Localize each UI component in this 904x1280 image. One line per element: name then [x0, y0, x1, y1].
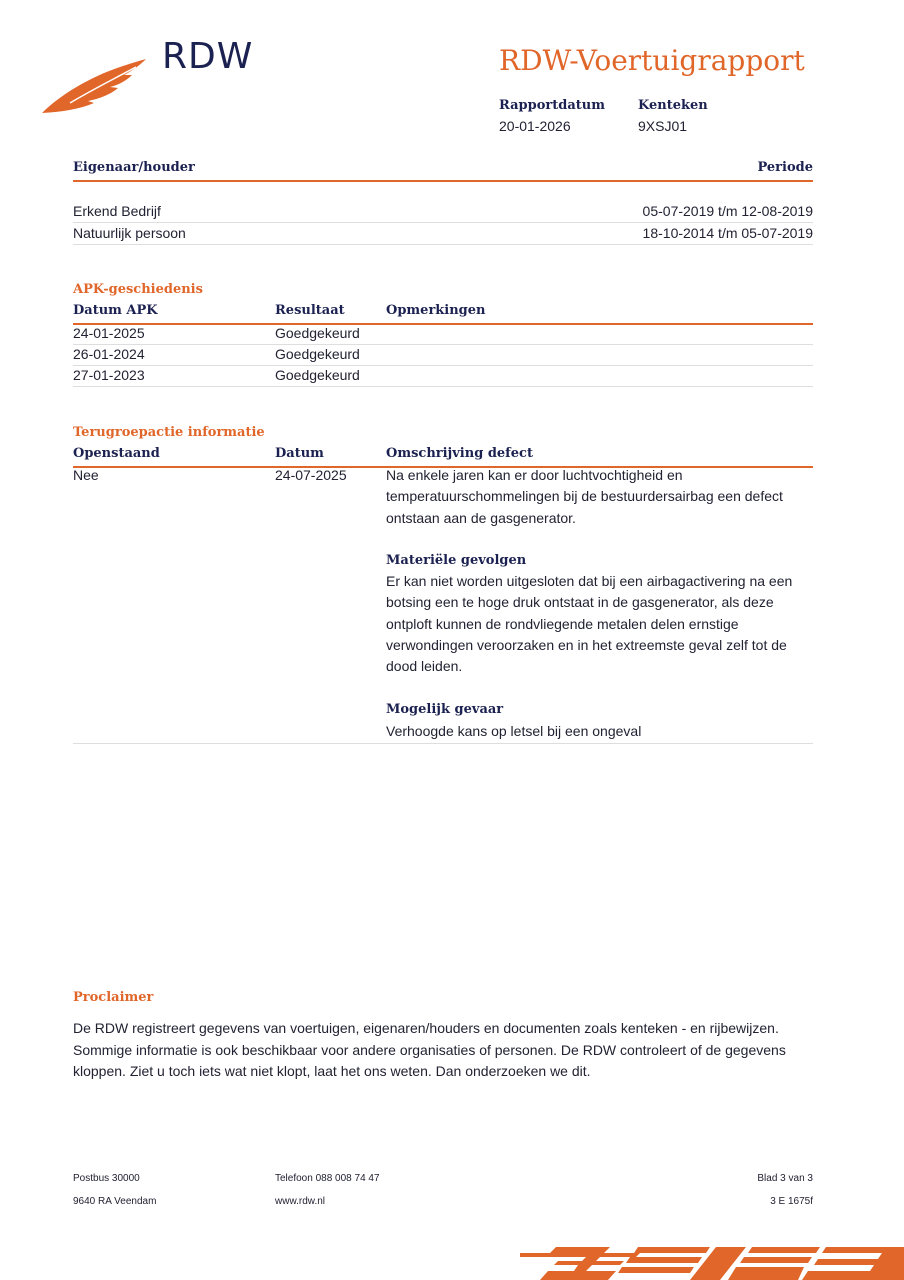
apk-col-date: Datum APK [73, 303, 158, 318]
recall-description: Na enkele jaren kan er door luchtvochtigheid en temperatuurschommelingen bij de bestuurdersairbag een defect ontstaan aan de gasgenerator. [386, 467, 783, 526]
proclaimer-title: Proclaimer [73, 990, 154, 1005]
owners-col-period: Periode [757, 160, 813, 175]
plate-value: 9XSJ01 [638, 118, 688, 134]
owner-period: 05-07-2019 t/m 12-08-2019 [642, 203, 813, 219]
apk-row [73, 365, 813, 387]
report-date-value: 20-01-2026 [499, 118, 571, 134]
recall-col-open: Openstaand [73, 446, 160, 461]
apk-col-remarks: Opmerkingen [386, 303, 486, 318]
footer-postbus: Postbus 30000 [73, 1173, 140, 1184]
proclaimer-text: De RDW registreert gegevens van voertuigen, eigenaren/houders en documenten zoals kenteken - en rijbewijzen. Sommige informatie is ook beschikbaar voor andere organisaties of personen. De RDW controleert of de gegevens kloppen. Ziet u toch iets wat niet klopt, laat het ons weten. Dan onderzoeken we dit. [73, 1020, 786, 1079]
consequences-label: Materiële gevolgen [386, 553, 527, 568]
recall-row-divider [73, 743, 813, 744]
apk-result: Goedgekeurd [275, 325, 360, 341]
footer-city: 9640 RA Veendam [73, 1196, 157, 1207]
apk-header [73, 303, 813, 325]
owners-header [73, 160, 813, 182]
apk-row [73, 344, 813, 366]
footer-phone: Telefoon 088 008 74 47 [275, 1173, 380, 1184]
recall-col-date: Datum [275, 446, 324, 461]
apk-date: 27-01-2023 [73, 367, 145, 383]
apk-date: 24-01-2025 [73, 325, 145, 341]
owners-col-owner: Eigenaar/houder [73, 160, 195, 175]
apk-date: 26-01-2024 [73, 346, 145, 362]
plate-label: Kenteken [638, 98, 708, 113]
footer-code: 3 E 1675f [770, 1196, 813, 1207]
apk-row [73, 323, 813, 345]
apk-result: Goedgekeurd [275, 367, 360, 383]
brand-name: RDW [162, 36, 254, 77]
rdw-wing-logo-icon [40, 55, 150, 117]
report-date-label: Rapportdatum [499, 98, 605, 113]
apk-result: Goedgekeurd [275, 346, 360, 362]
footer-website[interactable]: www.rdw.nl [275, 1196, 326, 1207]
report-title: RDW-Voertuigrapport [499, 44, 805, 77]
recall-title: Terugroepactie informatie [73, 425, 265, 440]
apk-title: APK-geschiedenis [73, 282, 203, 297]
owner-name: Erkend Bedrijf [73, 203, 161, 219]
owner-period: 18-10-2014 t/m 05-07-2019 [642, 225, 813, 241]
consequences-text: Er kan niet worden uitgesloten dat bij een airbagactivering na een botsing een te hoge druk ontstaat in de gasgenerator, als deze ontploft kunnen de rondvliegende metalen delen ernstige verwondingen veroorzaken en in het extreemste geval zelf tot de dood leiden. [386, 573, 793, 675]
owner-name: Natuurlijk persoon [73, 225, 186, 241]
recall-open: Nee [73, 467, 99, 483]
apk-col-result: Resultaat [275, 303, 345, 318]
rdw-stripes-decoration-icon [520, 1245, 904, 1280]
owner-row [73, 223, 813, 245]
recall-date: 24-07-2025 [275, 467, 347, 483]
danger-label: Mogelijk gevaar [386, 702, 504, 717]
recall-col-desc: Omschrijving defect [386, 446, 533, 461]
danger-text: Verhoogde kans op letsel bij een ongeval [386, 723, 642, 739]
owner-row [73, 201, 813, 223]
footer-page: Blad 3 van 3 [757, 1173, 813, 1184]
